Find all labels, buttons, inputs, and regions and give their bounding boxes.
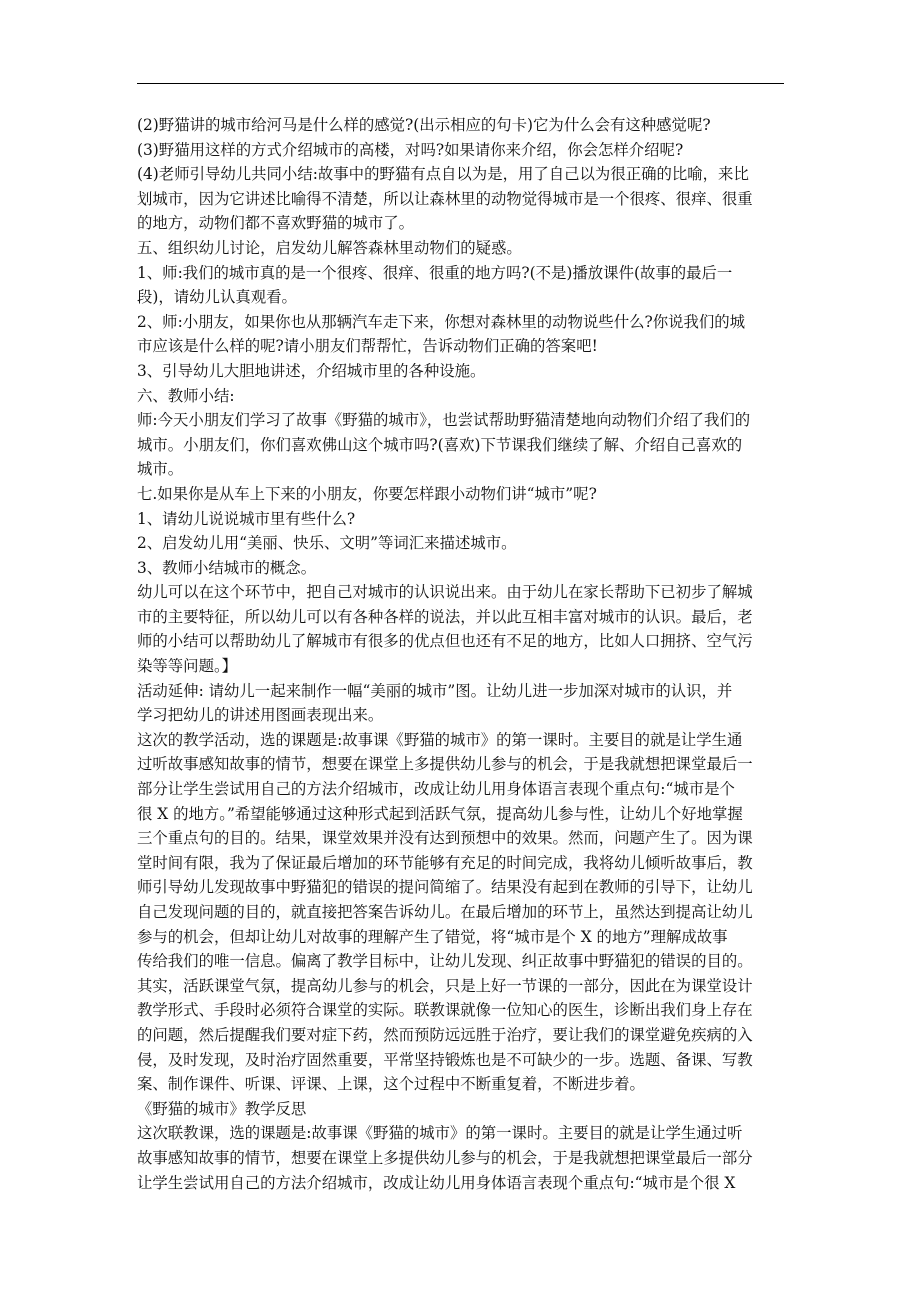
text-line: 让学生尝试用自己的方法介绍城市，改成让幼儿用身体语言表现个重点句:“城市是个很 X	[137, 1173, 736, 1192]
text-line: 这次的教学活动，选的课题是:故事课《野猫的城市》的第一课时。主要目的就是让学生通	[137, 730, 743, 749]
text-line: 自己发现问题的目的，就直接把答案告诉幼儿。在最后增加的环节上，虽然达到提高让幼儿	[137, 903, 753, 921]
text-line: 2、师:小朋友，如果你也从那辆汽车走下来，你想对森林里的动物说些什么?你说我们的城	[137, 312, 746, 331]
text-line: 堂时间有限，我为了保证最后增加的环节能够有充足的时间完成，我将幼儿倾听故事后，教	[137, 853, 753, 872]
text-line: (3)野猫用这样的方式介绍城市的高楼，对吗?如果请你来介绍，你会怎样介绍呢?	[137, 140, 684, 159]
text-line: 活动延伸: 请幼儿一起来制作一幅“美丽的城市”图。让幼儿进一步加深对城市的认识，并	[137, 681, 733, 700]
text-line: 师引导幼儿发现故事中野猫犯的错误的提问简缩了。结果没有起到在教师的引导下，让幼儿	[137, 878, 753, 897]
header-rule	[137, 83, 784, 84]
text-line: 段)，请幼儿认真观看。	[137, 288, 297, 307]
text-line: 市应该是什么样的呢?请小朋友们帮帮忙，告诉动物们正确的答案吧!	[137, 337, 598, 356]
text-line: 《野猫的城市》教学反思	[137, 1099, 307, 1118]
text-line: 染等等问题。】	[137, 657, 238, 676]
text-line: 故事感知故事的情节，想要在课堂上多提供幼儿参与的机会，于是我就想把课堂最后一部分	[137, 1148, 753, 1167]
text-line: 市的主要特征，所以幼儿可以有各种各样的说法，并以此互相丰富对城市的认识。最后，老	[137, 607, 753, 626]
text-line: 三个重点句的目的。结果，课堂效果并没有达到预想中的效果。然而，问题产生了。因为课	[137, 829, 753, 848]
text-line: 师的小结可以帮助幼儿了解城市有很多的优点但也还有不足的地方，比如人口拥挤、空气污	[137, 632, 753, 651]
text-line: 幼儿可以在这个环节中，把自己对城市的认识说出来。由于幼儿在家长帮助下已初步了解城	[137, 583, 753, 602]
text-line: 1、请幼儿说说城市里有些什么?	[137, 509, 356, 528]
text-line: 六、教师小结:	[137, 386, 235, 405]
text-line: 其实，活跃课堂气氛，提高幼儿参与的机会，只是上好一节课的一部分，因此在为课堂设计	[137, 976, 753, 995]
text-line: 传给我们的唯一信息。偏离了教学目标中，让幼儿发现、纠正故事中野猫犯的错误的目的。	[137, 952, 753, 971]
text-line: 1、师:我们的城市真的是一个很疼、很痒、很重的地方吗?(不是)播放课件(故事的最后一	[137, 263, 733, 282]
text-line: 参与的机会，但却让幼儿对故事的理解产生了错觉，将“城市是个 X 的地方”理解成故事	[137, 927, 728, 946]
text-line: 城市。小朋友们，你们喜欢佛山这个城市吗?(喜欢)下节课我们继续了解、介绍自己喜欢的	[137, 435, 743, 454]
text-line: (2)野猫讲的城市给河马是什么样的感觉?(出示相应的句卡)它为什么会有这种感觉呢?	[137, 116, 711, 134]
text-line: 部分让学生尝试用自己的方法介绍城市，改成让幼儿用身体语言表现个重点句:“城市是个	[137, 780, 735, 799]
text-line: 3、教师小结城市的概念。	[137, 558, 317, 577]
text-line: 2、启发幼儿用“美丽、快乐、文明”等词汇来描述城市。	[137, 534, 517, 553]
text-line: 过听故事感知故事的情节，想要在课堂上多提供幼儿参与的机会，于是我就想把课堂最后一	[137, 755, 753, 774]
document-body	[137, 113, 792, 1195]
text-line: 七.如果你是从车上下来的小朋友，你要怎样跟小动物们讲“城市”呢?	[137, 484, 597, 503]
text-line: 教学形式、手段时必须符合课堂的实际。联教课就像一位知心的医生，诊断出我们身上存在	[137, 1001, 753, 1020]
text-line: 城市。	[137, 460, 184, 479]
text-line: 师:今天小朋友们学习了故事《野猫的城市》，也尝试帮助野猫清楚地向动物们介绍了我们的	[137, 411, 751, 430]
text-line: 学习把幼儿的讲述用图画表现出来。	[137, 706, 384, 725]
text-line: 案、制作课件、听课、评课、上课，这个过程中不断重复着，不断进步着。	[137, 1075, 645, 1094]
text-line: 很 X 的地方。”希望能够通过这种形式起到活跃气氛，提高幼儿参与性，让幼儿个好地掌握	[137, 804, 743, 823]
text-line: 划城市，因为它讲述比喻得不清楚，所以让森林里的动物觉得城市是一个很疼、很痒、很重	[137, 189, 753, 208]
text-line: 侵，及时发现，及时治疗固然重要，平常坚持锻炼也是不可缺少的一步。选题、备课、写教	[137, 1050, 753, 1069]
text-line: 3、引导幼儿大胆地讲述，介绍城市里的各种设施。	[137, 361, 486, 380]
text-line: 的问题，然后提醒我们要对症下药，然而预防远远胜于治疗，要让我们的课堂避免疾病的入	[137, 1025, 753, 1044]
text-line: 五、组织幼儿讨论，启发幼儿解答森林里动物们的疑惑。	[137, 238, 522, 257]
text-line: (4)老师引导幼儿共同小结:故事中的野猫有点自以为是，用了自己以为很正确的比喻，来比	[137, 165, 749, 184]
text-line: 这次联教课，选的课题是:故事课《野猫的城市》的第一课时。主要目的就是让学生通过听	[137, 1124, 743, 1143]
text-line: 的地方，动物们都不喜欢野猫的城市了。	[137, 214, 415, 233]
